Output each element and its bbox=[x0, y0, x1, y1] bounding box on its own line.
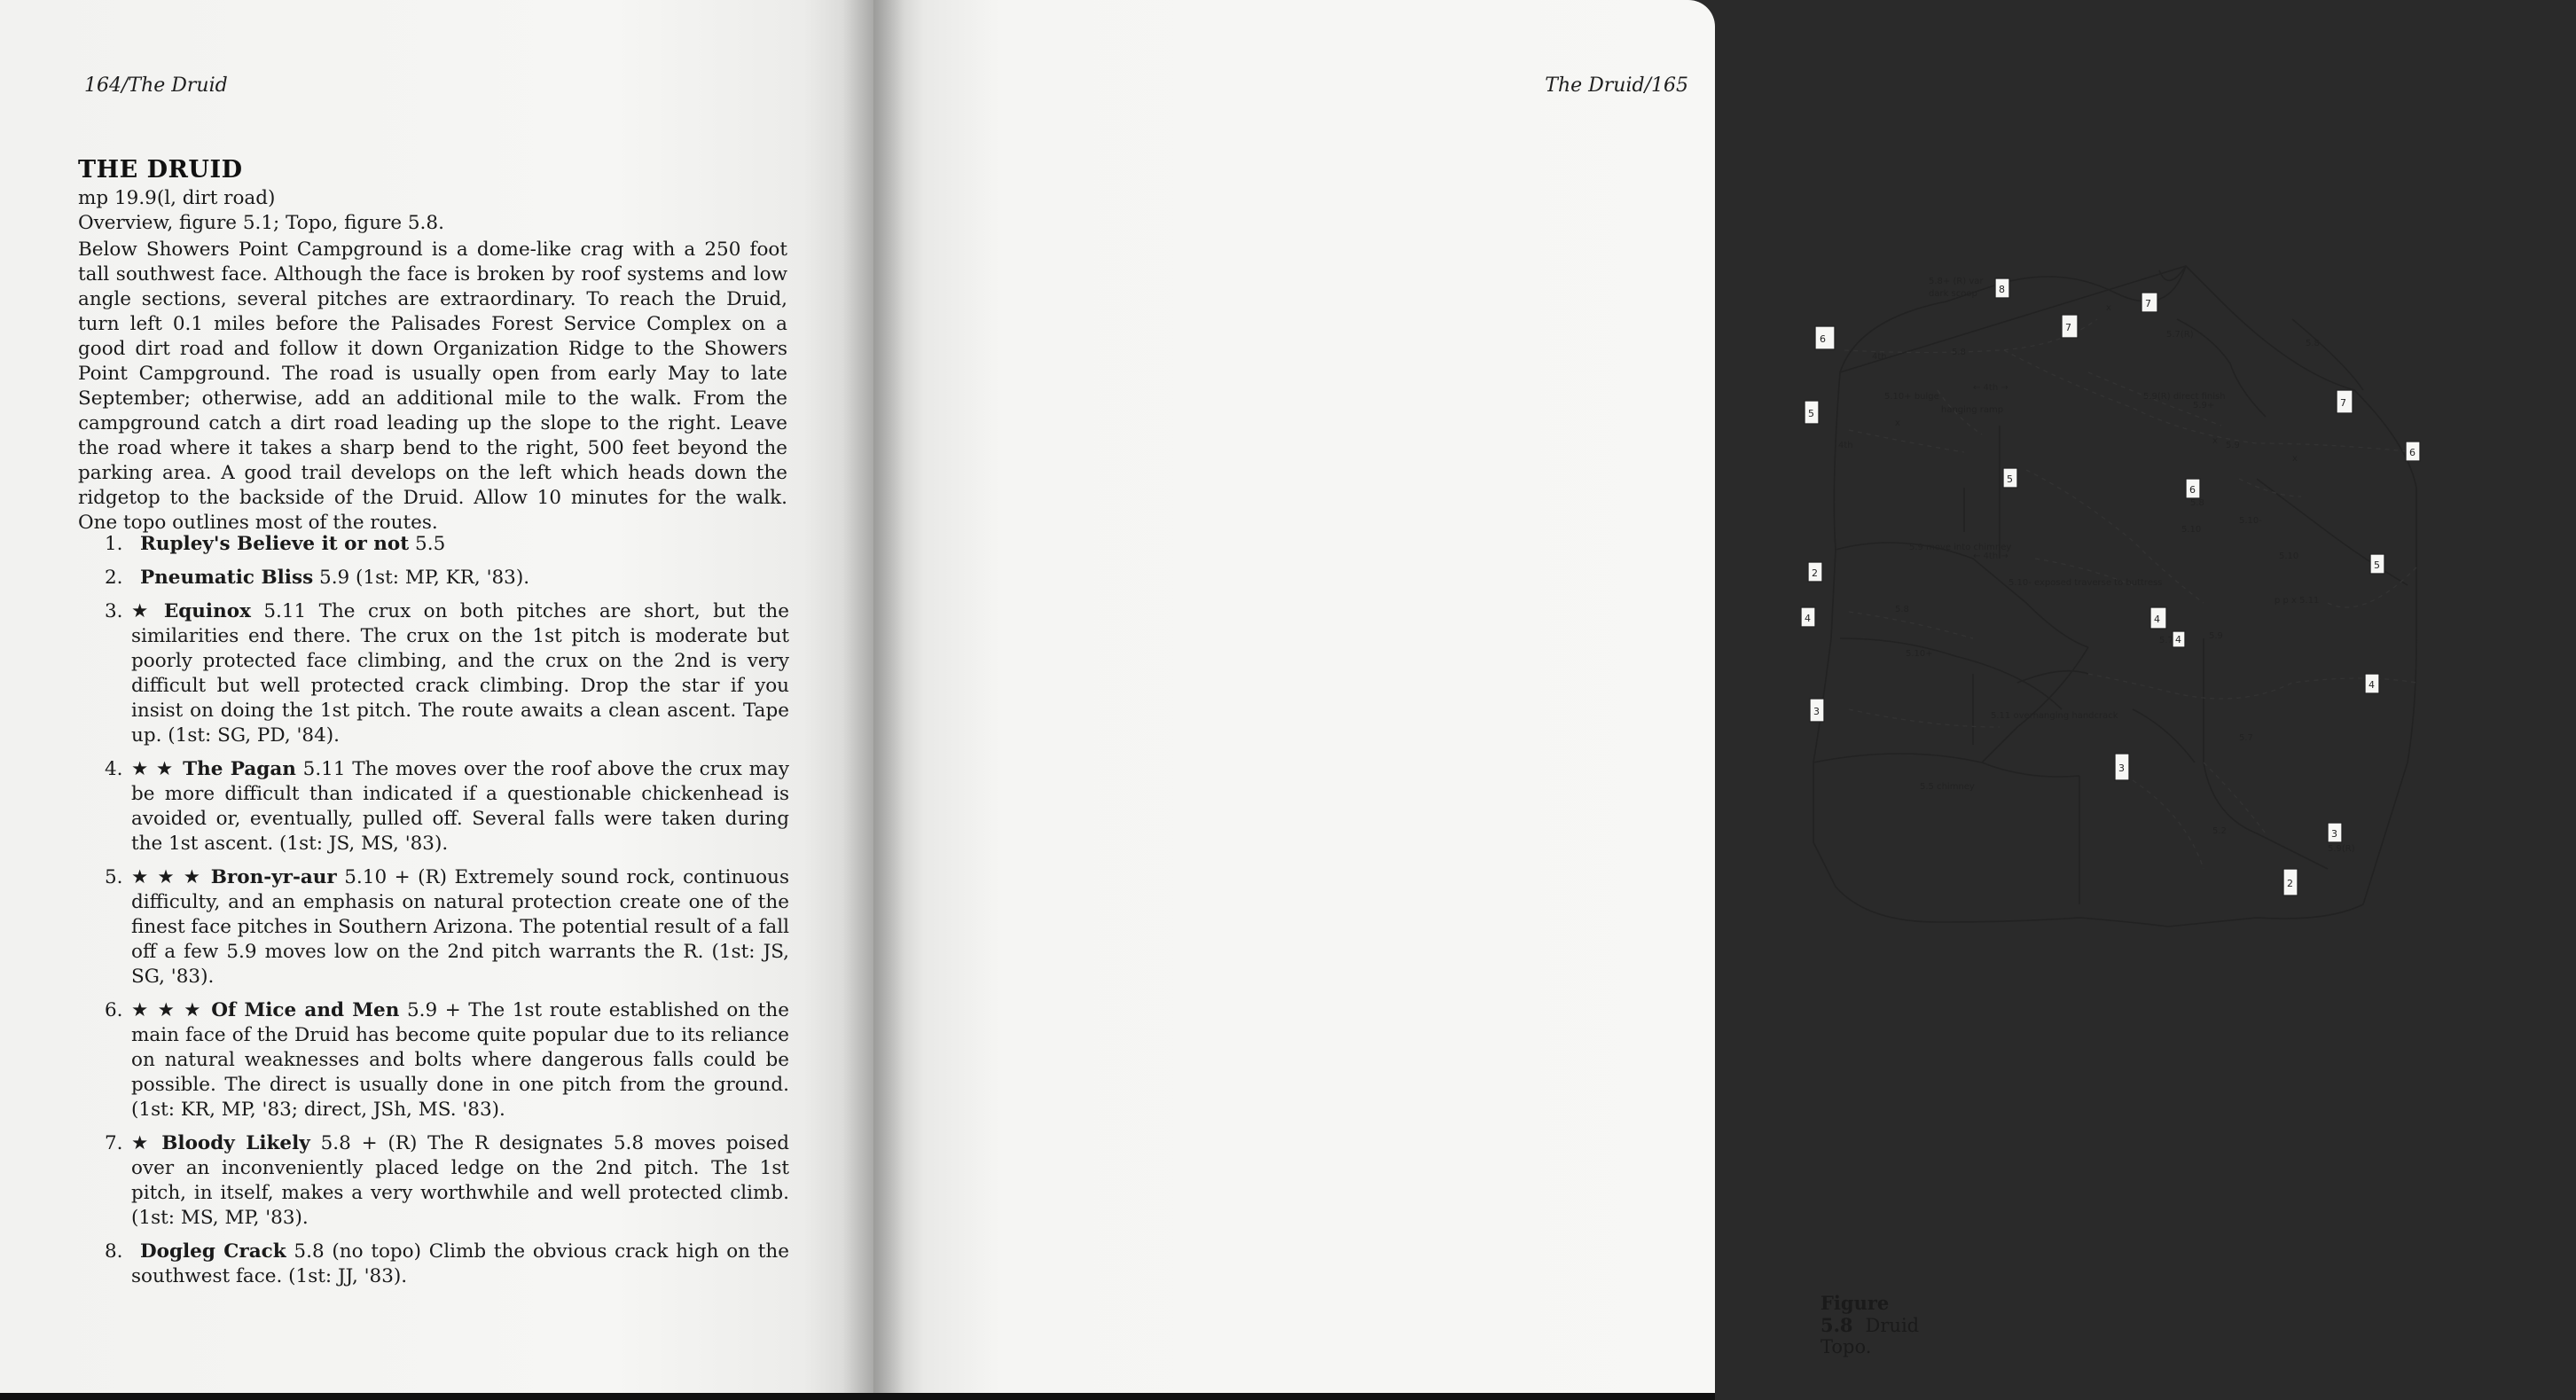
topo-label: 5.7(R) bbox=[2166, 330, 2194, 340]
route-number: 7. bbox=[105, 1132, 123, 1154]
topo-label: 5.5 chimney bbox=[1920, 782, 1975, 792]
topo-box-3b: 3 bbox=[2118, 763, 2125, 774]
topo-box-6: 6 bbox=[2189, 484, 2196, 496]
topo-box-8: 8 bbox=[1999, 284, 2005, 295]
route-stars: ★ ★ ★ bbox=[131, 866, 202, 888]
route-description: 5.8 (no topo) Climb the obvious crack high on the southwest face. (1st: JJ, '83). bbox=[131, 1240, 789, 1287]
route-number: 5. bbox=[105, 866, 123, 888]
route-item bbox=[78, 757, 789, 856]
route-description: 5.11 The moves over the roof above the crux may be more difficult than indicated if a questionable chickenhead is avoided or, eventually, pulled off. Several falls were taken during the 1st ascent. (1st: JS, MS, '83). bbox=[131, 758, 789, 855]
route-description: 5.9 (1st: MP, KR, '83). bbox=[313, 567, 530, 589]
overview-line: Overview, figure 5.1; Topo, figure 5.8. bbox=[78, 212, 444, 234]
route-number: 2. bbox=[105, 567, 123, 589]
topo-label: 5.11 overhanging handcrack bbox=[1991, 711, 2118, 721]
route-stars: ★ ★ ★ bbox=[131, 999, 203, 1021]
topo-box-3c: 3 bbox=[2331, 828, 2337, 840]
topo-label: 4th bbox=[1838, 441, 1853, 450]
topo-box-7b: 7 bbox=[2145, 298, 2151, 309]
topo-label: hanging ramp bbox=[1941, 405, 2004, 415]
route-item bbox=[78, 566, 789, 591]
topo-label: ← 4th → bbox=[1973, 551, 2008, 561]
route-description: 5.8 + (R) The R designates 5.8 moves poised over an inconveniently placed ledge on the 2nd pitch. The 1st pitch, in itself, makes a very worthwhile and well protected climb. (1st: MS, MP, '83). bbox=[131, 1132, 790, 1229]
intro-paragraph: Below Showers Point Campground is a dome-like crag with a 250 foot tall southwest face. Although the face is broken by roof systems and low angle sections, several pitches are extraordinary. To reach the Druid, turn left 0.1 miles before the Palisades Forest Service Complex on a good dirt road and follow it down Organization Ridge to the Showers Point Campground. The road is usually open from early May to late September; otherwise, add an additional mile to the walk. From the campground catch a dirt road leading up the slope to the right. Leave the road where it takes a sharp bend to the right, 500 feet beyond the parking area. A good trail develops on the left which heads down the ridgetop to the backside of the Druid. Allow 10 minutes for the walk. One topo outlines most of the routes. bbox=[78, 239, 787, 534]
mile-post-line: mp 19.9(l, dirt road) bbox=[78, 187, 276, 209]
route-item bbox=[78, 532, 789, 557]
topo-label: 5.9(R) bbox=[2328, 844, 2355, 854]
route-name: Of Mice and Men bbox=[211, 999, 400, 1021]
figure-label: Figure 5.8 bbox=[1820, 1292, 1890, 1336]
bottom-edge bbox=[0, 1393, 1715, 1400]
topo-label: 5.10 bbox=[2279, 551, 2299, 561]
topo-label: dark scoop bbox=[1929, 289, 1977, 299]
route-item bbox=[78, 1131, 789, 1231]
topo-label: 5.7 bbox=[2159, 636, 2173, 645]
route-stars: ★ ★ bbox=[131, 758, 175, 780]
topo-label: 5.9+ bbox=[2193, 401, 2215, 411]
topo-label: 5.10+ bbox=[1906, 649, 1933, 659]
route-name: Dogleg Crack bbox=[140, 1240, 286, 1263]
topo-label: 5.8 bbox=[2190, 498, 2204, 508]
topo-label: 5.10- bbox=[2239, 516, 2262, 526]
route-name: Rupley's Believe it or not bbox=[140, 533, 410, 555]
druid-topo-drawing bbox=[1796, 266, 2576, 1135]
topo-box-4: 4 bbox=[1805, 613, 1811, 624]
right-page bbox=[873, 0, 2415, 1400]
topo-box-5: 5 bbox=[1808, 408, 1814, 419]
topo-label: 5.8+ (R) var bbox=[1929, 277, 1984, 286]
topo-box-4c: 4 bbox=[2175, 634, 2181, 645]
topo-label: 5.9 bbox=[2226, 441, 2240, 450]
topo-label: 5.8 bbox=[1952, 348, 1966, 357]
figure-caption bbox=[1820, 1292, 1919, 1357]
route-name: The Pagan bbox=[183, 758, 296, 780]
route-name: Pneumatic Bliss bbox=[140, 567, 314, 589]
topo-label: ← 4th → bbox=[1973, 383, 2008, 393]
book-gutter-shadow bbox=[842, 0, 904, 1400]
route-number: 6. bbox=[105, 999, 123, 1021]
topo-label: x bbox=[2292, 454, 2298, 464]
topo-label: p p x 5.11 bbox=[2275, 596, 2320, 606]
route-description: 5.9 + The 1st route established on the main face of the Druid has become quite popular due to its reliance on natural weaknesses and bolts where dangerous falls could be possible. The direct is usually done in one pitch from the ground. (1st: KR, MP, '83; direct, JSh, MS. '83). bbox=[131, 999, 790, 1121]
route-number: 8. bbox=[105, 1240, 123, 1263]
topo-label: 5.8 bbox=[2306, 339, 2320, 348]
route-description: 5.5 bbox=[409, 533, 446, 555]
topo-box-6b: 6 bbox=[2409, 447, 2415, 458]
route-name: Bron-yr-aur bbox=[210, 866, 337, 888]
topo-box-2b: 2 bbox=[2287, 878, 2293, 889]
topo-box-7c: 7 bbox=[2340, 397, 2346, 409]
running-head-left: 164/The Druid bbox=[84, 74, 228, 97]
topo-label: 5.9 move into chimney bbox=[1909, 543, 2012, 552]
running-head-right: The Druid/165 bbox=[1545, 74, 1688, 97]
topo-label: 5.7 bbox=[2239, 733, 2253, 743]
topo-box-2: 2 bbox=[1812, 567, 1818, 579]
figure-title: Druid Topo. bbox=[1820, 1315, 1920, 1357]
topo-label: 5.10- exposed traverse to buttress bbox=[2008, 578, 2163, 588]
route-name: Equinox bbox=[163, 600, 251, 622]
topo-label: 5.2 bbox=[2212, 826, 2227, 836]
topo-box-4b: 4 bbox=[2154, 614, 2160, 625]
route-item bbox=[78, 599, 789, 748]
section-title: THE DRUID bbox=[78, 156, 243, 184]
route-stars: ★ bbox=[131, 600, 155, 622]
route-description: 5.10 + (R) Extremely sound rock, continuous difficulty, and an emphasis on natural protection create one of the finest face pitches in Southern Arizona. The potential result of a fall off a few 5.9 moves low on the 2nd pitch warrants the R. (1st: JS, SG, '83). bbox=[131, 866, 789, 988]
topo-label: x bbox=[2212, 436, 2218, 446]
topo-label: 5.9(R) direct finish bbox=[2143, 392, 2226, 402]
route-stars: ★ bbox=[131, 1132, 153, 1154]
route-item bbox=[78, 1240, 789, 1289]
topo-box-4d: 4 bbox=[2369, 679, 2375, 691]
topo-label: x bbox=[2106, 303, 2111, 313]
topo-box-5c: 5 bbox=[2374, 559, 2380, 571]
route-item bbox=[78, 865, 789, 989]
topo-box-5b: 5 bbox=[2007, 473, 2013, 485]
route-number: 4. bbox=[105, 758, 123, 780]
topo-label: 5.9 bbox=[2209, 631, 2223, 641]
topo-box-7: 7 bbox=[2065, 322, 2071, 333]
topo-label: x bbox=[1895, 418, 1900, 428]
topo-box-3: 3 bbox=[1813, 706, 1820, 717]
route-item bbox=[78, 998, 789, 1122]
topo-label: 5.10+ bulge bbox=[1884, 392, 1939, 402]
topo-box-1: 6 bbox=[1820, 333, 1826, 345]
topo-label: 4th bbox=[1872, 352, 1887, 362]
topo-label: 5.10 bbox=[2181, 525, 2202, 535]
route-name: Bloody Likely bbox=[161, 1132, 310, 1154]
route-description: 5.11 The crux on both pitches are short, but the similarities end there. The crux on the 1st pitch is moderate but poorly protected face climbing, and the crux on the 2nd is very difficult but well protected crack climbing. Drop the star if you insist on doing the 1st pitch. The route awaits a clean ascent. Tape up. (1st: SG, PD, '84). bbox=[131, 600, 789, 747]
route-list bbox=[78, 532, 789, 1298]
left-page bbox=[0, 0, 873, 1400]
route-number: 1. bbox=[105, 533, 123, 555]
topo-label: 5.8 bbox=[1895, 605, 1909, 614]
route-number: 3. bbox=[105, 600, 123, 622]
